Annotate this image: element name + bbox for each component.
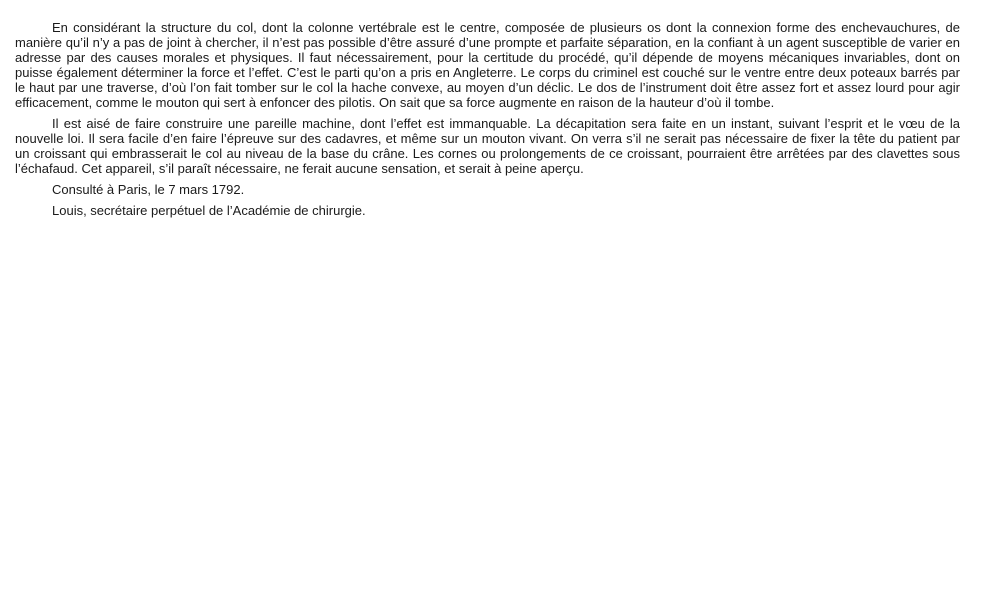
signature: Louis, secrétaire perpétuel de l’Académie de chirurgie. [52,203,366,218]
dateline: Consulté à Paris, le 7 mars 1792. [52,182,245,197]
paragraph-2: Il est aisé de faire construire une pareille machine, dont l’effet est immanquable. La décapitation sera faite en un instant, suivant l’esprit et le vœu de la nouvelle loi. Il sera facile d’en faire l’épreuve sur des cadavres, et même sur un mouton vivant. On verra s’il ne serait pas nécessaire de fixer la tête du patient par un croissant qui embrasserait le col au niveau de la base du crâne. Les cornes ou prolongements de ce croissant, pourraient être arrêtées par des clavettes sous l’échafaud. Cet appareil, s’il paraît nécessaire, ne ferait aucune sensation, et serait à peine aperçu. [15,116,960,176]
paragraph-1: En considérant la structure du col, dont la colonne vertébrale est le centre, composée de plusieurs os dont la connexion forme des enchevauchures, de manière qu’il n’y a pas de joint à chercher, il n’est pas possible d’être assuré d’une prompte et parfaite séparation, en la confiant à un agent susceptible de varier en adresse par des causes morales et physiques. Il faut nécessairement, pour la certitude du procédé, qu’il dépende de moyens mécaniques invariables, dont on puisse également déterminer la force et l’effet. C’est le parti qu’on a pris en Angleterre. Le corps du criminel est couché sur le ventre entre deux poteaux barrés par le haut par une traverse, d’où l’on fait tomber sur le col la hache convexe, au moyen d’un déclic. Le dos de l’instrument doit être assez fort et assez lourd pour agir efficacement, comme le mouton qui sert à enfoncer des pilotis. On sait que sa force augmente en raison de la hauteur d’où il tombe. [15,20,960,110]
document-page [15,20,960,224]
